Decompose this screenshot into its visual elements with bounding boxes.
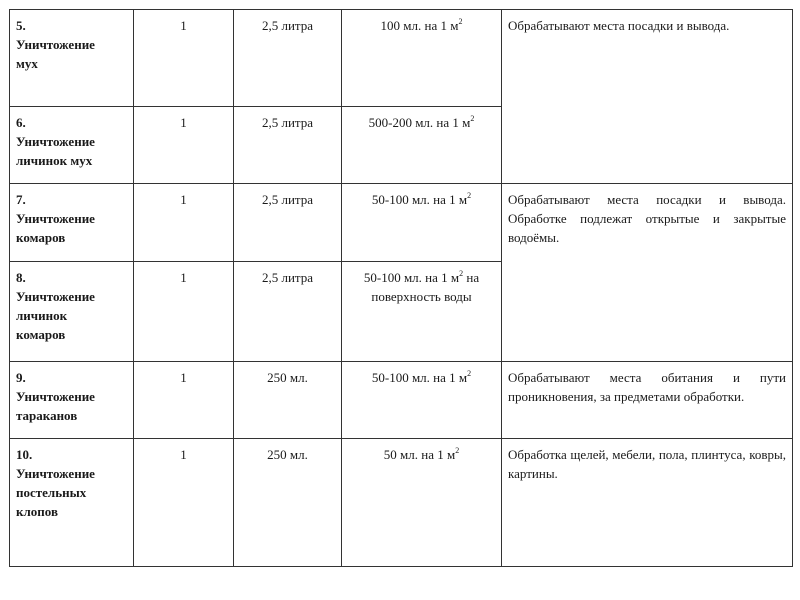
treatment-name-cell: [10, 262, 134, 362]
norm-text: 50-100 мл. на 1 м: [363, 270, 460, 285]
norm-text: 500-200 мл. на 1 м: [368, 115, 471, 130]
norm-exponent: 2: [467, 191, 472, 200]
treatment-name-line: постельных: [16, 485, 87, 500]
treatment-name-line: Уничтожение: [16, 289, 95, 304]
pest-control-table: [9, 9, 793, 567]
treatment-name-line: Уничтожение: [16, 37, 95, 52]
table-row: [10, 10, 793, 107]
treatment-name-line: личинок мух: [16, 153, 93, 168]
table-row: [10, 362, 793, 439]
treatment-name-line: Уничтожение: [16, 211, 95, 226]
quantity-cell: 1: [134, 107, 234, 184]
treatment-name-cell: [10, 107, 134, 184]
volume-cell: 2,5 литра: [234, 107, 342, 184]
volume-cell: 250 мл.: [234, 439, 342, 567]
volume-cell: 250 мл.: [234, 362, 342, 439]
norm-cell: [342, 184, 502, 262]
norm-text: 100 мл. на 1 м: [380, 18, 459, 33]
norm-cell: [342, 439, 502, 567]
description-cell: Обрабатывают места посадки и вывода. Обработке подлежат открытые и закрытые водоёмы.: [502, 184, 793, 362]
treatment-name-line: Уничтожение: [16, 389, 95, 404]
treatment-name-line: комаров: [16, 230, 66, 245]
norm-text: 50-100 мл. на 1 м: [371, 370, 468, 385]
quantity-cell: 1: [134, 362, 234, 439]
norm-exponent: 2: [458, 17, 463, 26]
norm-cell: [342, 362, 502, 439]
quantity-cell: 1: [134, 184, 234, 262]
volume-cell: 2,5 литра: [234, 262, 342, 362]
table-row: [10, 184, 793, 262]
treatment-name-cell: [10, 184, 134, 262]
treatment-name-line: мух: [16, 56, 38, 71]
table-row: [10, 439, 793, 567]
norm-after-text: на поверхность воды: [371, 270, 480, 304]
norm-cell: [342, 262, 502, 362]
description-cell: Обрабатывают места посадки и вывода.: [502, 10, 793, 184]
quantity-cell: 1: [134, 10, 234, 107]
row-number: 7.: [16, 192, 26, 207]
norm-exponent: 2: [467, 369, 472, 378]
row-number: 9.: [16, 370, 26, 385]
norm-text: 50-100 мл. на 1 м: [371, 192, 468, 207]
row-number: 8.: [16, 270, 26, 285]
treatment-name-line: тараканов: [16, 408, 78, 423]
treatment-name-cell: [10, 362, 134, 439]
volume-cell: 2,5 литра: [234, 184, 342, 262]
treatment-name-cell: [10, 439, 134, 567]
treatment-name-line: Уничтожение: [16, 466, 95, 481]
norm-exponent: 2: [470, 114, 475, 123]
treatment-name-line: комаров: [16, 327, 66, 342]
row-number: 6.: [16, 115, 26, 130]
quantity-cell: 1: [134, 262, 234, 362]
norm-text: 50 мл. на 1 м: [383, 447, 456, 462]
treatment-name-line: Уничтожение: [16, 134, 95, 149]
treatment-name-cell: [10, 10, 134, 107]
quantity-cell: 1: [134, 439, 234, 567]
norm-exponent: 2: [459, 269, 464, 278]
norm-exponent: 2: [455, 446, 460, 455]
treatment-name-line: клопов: [16, 504, 58, 519]
description-cell: Обрабатывают места обитания и пути проникновения, за предметами обработки.: [502, 362, 793, 439]
description-cell: Обработка щелей, мебели, пола, плинтуса, ковры, картины.: [502, 439, 793, 567]
treatment-name-line: личинок: [16, 308, 68, 323]
volume-cell: 2,5 литра: [234, 10, 342, 107]
norm-cell: [342, 107, 502, 184]
row-number: 10.: [16, 447, 33, 462]
norm-cell: [342, 10, 502, 107]
row-number: 5.: [16, 18, 26, 33]
